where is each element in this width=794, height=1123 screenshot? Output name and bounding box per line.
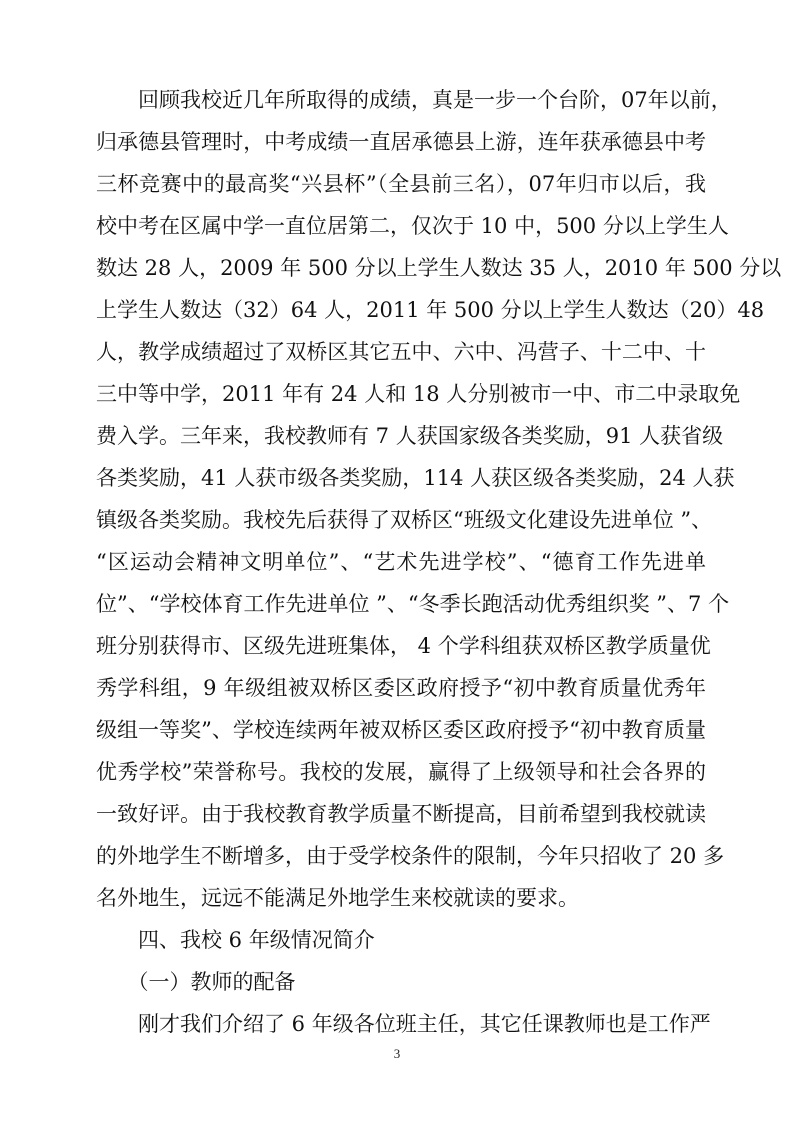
text-line: 的外地学生不断增多，由于受学校条件的限制，今年只招收了 20 多 <box>96 844 725 868</box>
page-number: 3 <box>393 1046 401 1061</box>
text-line: 各类奖励，41 人获市级各类奖励，114 人获区级各类奖励，24 人获 <box>96 466 735 490</box>
text-line: 人，教学成绩超过了双桥区其它五中、六中、冯营子、十二中、十 <box>96 340 706 364</box>
text-line: 刚才我们介绍了 6 年级各位班主任，其它任课教师也是工作严 <box>96 1012 711 1036</box>
text-line: 秀学科组，9 年级组被双桥区委区政府授予“初中教育质量优秀年 <box>96 676 706 700</box>
text-line: 三中等中学，2011 年有 24 人和 18 人分别被市一中、市二中录取免 <box>96 382 741 406</box>
text-line: 班分别获得市、区级先进班集体， 4 个学科组获双桥区教学质量优 <box>96 634 711 658</box>
text-line: 费入学。三年来，我校教师有 7 人获国家级各类奖励，91 人获省级 <box>96 424 724 448</box>
text-line: 级组一等奖”、学校连续两年被双桥区委区政府授予“初中教育质量 <box>96 718 706 742</box>
text-line: “区运动会精神文明单位”、“艺术先进学校”、“德育工作先进单 <box>96 550 706 574</box>
text-line: 回顾我校近几年所取得的成绩，真是一步一个台阶，07年以前， <box>96 88 732 112</box>
text-line: 上学生人数达（32）64 人，2011 年 500 分以上学生人数达（20）48 <box>96 298 765 322</box>
text-line: 数达 28 人，2009 年 500 分以上学生人数达 35 人，2010 年 500 分以 <box>96 256 782 280</box>
section-heading: 四、我校 6 年级情况简介 <box>96 928 375 952</box>
text-line: 三杯竞赛中的最高奖“兴县杯”（全县前三名），07年归市以后，我 <box>96 172 706 196</box>
text-line: 优秀学校”荣誉称号。我校的发展，赢得了上级领导和社会各界的 <box>96 760 706 784</box>
text-line: 一致好评。由于我校教育教学质量不断提高，目前希望到我校就读 <box>96 802 706 826</box>
text-line: 镇级各类奖励。我校先后获得了双桥区“班级文化建设先进单位 ”、 <box>96 508 713 532</box>
text-line: 名外地生，远远不能满足外地学生来校就读的要求。 <box>96 886 579 910</box>
subsection-heading: （一）教师的配备 <box>96 970 296 994</box>
text-line: 归承德县管理时，中考成绩一直居承德县上游，连年获承德县中考 <box>96 130 706 154</box>
text-line: 校中考在区属中学一直位居第二，仅次于 10 中，500 分以上学生人 <box>96 214 729 238</box>
text-line: 位”、“学校体育工作先进单位 ”、“冬季长跑活动优秀组织奖 ”、7 个 <box>96 592 730 616</box>
